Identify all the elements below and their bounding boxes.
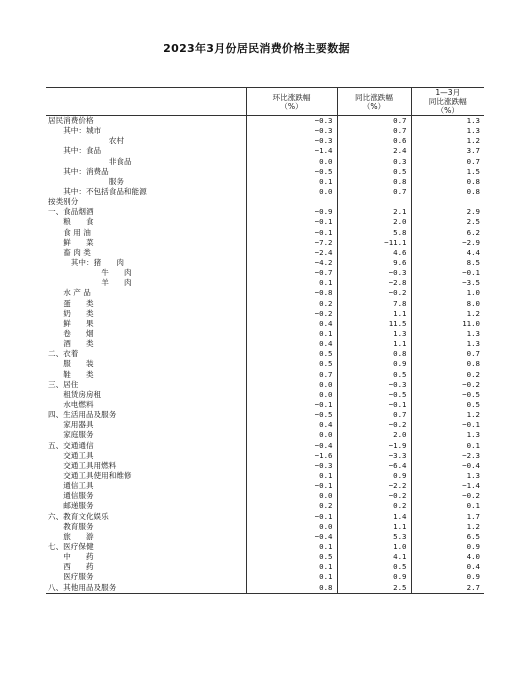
row-ytd: 2.7 <box>411 582 484 593</box>
row-label: 西 药 <box>63 562 94 572</box>
row-yoy: 0.9 <box>337 471 411 481</box>
row-mom: −0.1 <box>246 228 337 238</box>
row-mom: 0.0 <box>246 430 337 440</box>
row-label: 其中：消费品 <box>63 166 109 176</box>
row-mom: 0.7 <box>246 370 337 380</box>
row-ytd: 0.1 <box>411 501 484 511</box>
table-row <box>46 359 484 369</box>
row-mom: 0.1 <box>246 471 337 481</box>
row-label: 一、食品烟酒 <box>48 207 94 217</box>
row-yoy: 0.9 <box>337 359 411 369</box>
row-mom: −0.7 <box>246 268 337 278</box>
row-label: 家用器具 <box>63 420 94 430</box>
row-label: 五、交通通信 <box>48 440 94 450</box>
table-row <box>46 370 484 380</box>
table-row <box>46 187 484 197</box>
row-ytd: 0.7 <box>411 157 484 167</box>
row-ytd: 0.5 <box>411 400 484 410</box>
row-mom: 0.4 <box>246 339 337 349</box>
row-yoy: 1.3 <box>337 329 411 339</box>
row-ytd: −0.2 <box>411 380 484 390</box>
row-label: 三、居住 <box>48 379 79 389</box>
row-ytd: 1.3 <box>411 430 484 440</box>
row-yoy: 1.1 <box>337 339 411 349</box>
row-ytd: −0.1 <box>411 268 484 278</box>
table-row <box>46 542 484 552</box>
row-mom: 0.1 <box>246 177 337 187</box>
row-label: 酒 类 <box>63 339 94 349</box>
row-label: 服 装 <box>63 359 94 369</box>
row-yoy: −0.3 <box>337 268 411 278</box>
row-mom: −0.1 <box>246 400 337 410</box>
row-mom: 0.0 <box>246 491 337 501</box>
row-ytd: 1.2 <box>411 136 484 146</box>
row-label: 邮递服务 <box>63 501 94 511</box>
table-row <box>46 238 484 248</box>
row-mom: 0.0 <box>246 187 337 197</box>
row-ytd: 1.5 <box>411 167 484 177</box>
row-mom: −2.4 <box>246 248 337 258</box>
row-mom: 0.1 <box>246 542 337 552</box>
row-label: 旅 游 <box>63 531 94 541</box>
table-row <box>46 481 484 491</box>
row-label: 非食品 <box>108 156 132 166</box>
row-mom: −0.3 <box>246 126 337 136</box>
row-mom: −0.9 <box>246 207 337 217</box>
row-yoy: 5.8 <box>337 228 411 238</box>
header-yoy-line2: （%） <box>362 101 386 111</box>
table-row <box>46 522 484 532</box>
table-row <box>46 329 484 339</box>
row-yoy: 1.0 <box>337 542 411 552</box>
row-mom: −0.5 <box>246 167 337 177</box>
row-label: 粮 食 <box>63 217 94 227</box>
table-row <box>46 217 484 227</box>
row-yoy: 0.8 <box>337 177 411 187</box>
row-label: 中 药 <box>63 552 94 562</box>
table-row <box>46 268 484 278</box>
row-label: 按类别分 <box>48 197 79 207</box>
row-mom: 0.2 <box>246 501 337 511</box>
row-ytd: 1.2 <box>411 309 484 319</box>
row-label: 食 用 油 <box>63 227 91 237</box>
row-yoy: −11.1 <box>337 238 411 248</box>
row-label: 六、教育文化娱乐 <box>48 511 109 521</box>
row-mom: 0.0 <box>246 380 337 390</box>
table-header-row <box>46 88 484 116</box>
row-label: 四、生活用品及服务 <box>48 410 117 420</box>
row-yoy: 4.6 <box>337 248 411 258</box>
row-yoy: 0.7 <box>337 126 411 136</box>
row-ytd: 1.3 <box>411 339 484 349</box>
row-ytd: −0.1 <box>411 420 484 430</box>
row-ytd: 0.8 <box>411 187 484 197</box>
row-mom: 0.8 <box>246 582 337 593</box>
table-row <box>46 116 484 127</box>
row-ytd: 0.1 <box>411 441 484 451</box>
row-label: 牛 肉 <box>101 268 132 278</box>
row-ytd: 4.4 <box>411 248 484 258</box>
row-label: 鞋 类 <box>63 369 94 379</box>
row-mom: −0.3 <box>246 116 337 127</box>
row-ytd: −0.4 <box>411 461 484 471</box>
row-yoy: 2.0 <box>337 430 411 440</box>
row-yoy: 0.5 <box>337 167 411 177</box>
row-yoy: 0.3 <box>337 157 411 167</box>
row-ytd: −0.2 <box>411 491 484 501</box>
row-yoy: −1.9 <box>337 441 411 451</box>
table-row <box>46 228 484 238</box>
row-yoy: 0.7 <box>337 187 411 197</box>
row-label: 居民消费价格 <box>48 116 94 126</box>
table-row <box>46 511 484 521</box>
row-mom <box>246 197 337 207</box>
table-row <box>46 451 484 461</box>
table-row <box>46 288 484 298</box>
row-mom: −4.2 <box>246 258 337 268</box>
row-mom: 0.0 <box>246 157 337 167</box>
row-ytd: 0.2 <box>411 370 484 380</box>
row-yoy: −0.2 <box>337 420 411 430</box>
row-mom: −0.2 <box>246 309 337 319</box>
row-mom: 0.1 <box>246 572 337 582</box>
table-row <box>46 532 484 542</box>
table-row <box>46 420 484 430</box>
row-label: 农村 <box>108 136 124 146</box>
row-yoy: 5.3 <box>337 532 411 542</box>
cpi-table <box>46 87 484 594</box>
row-mom: 0.4 <box>246 420 337 430</box>
row-mom: −0.4 <box>246 441 337 451</box>
table-row <box>46 319 484 329</box>
row-ytd: 8.0 <box>411 299 484 309</box>
header-ytd <box>411 88 484 116</box>
row-yoy: 9.6 <box>337 258 411 268</box>
row-yoy: −2.8 <box>337 278 411 288</box>
row-label: 水 产 品 <box>63 288 91 298</box>
table-row <box>46 572 484 582</box>
table-row <box>46 339 484 349</box>
row-ytd: 0.9 <box>411 542 484 552</box>
row-label: 其中：不包括食品和能源 <box>63 187 147 197</box>
row-mom: 0.5 <box>246 552 337 562</box>
row-ytd: 1.7 <box>411 511 484 521</box>
row-label: 鲜 果 <box>63 318 94 328</box>
header-yoy <box>337 88 411 116</box>
table-row <box>46 248 484 258</box>
row-mom: −0.1 <box>246 511 337 521</box>
page-title: 2023年3月份居民消费价格主要数据 <box>163 42 350 55</box>
row-yoy: 0.9 <box>337 572 411 582</box>
table-body <box>46 116 484 594</box>
row-yoy: 0.8 <box>337 349 411 359</box>
row-yoy: 1.4 <box>337 511 411 521</box>
table-row <box>46 582 484 593</box>
row-label: 蛋 类 <box>63 298 94 308</box>
table-row <box>46 177 484 187</box>
row-mom: −0.4 <box>246 532 337 542</box>
header-category <box>46 88 246 116</box>
row-mom: −0.5 <box>246 410 337 420</box>
row-ytd: −3.5 <box>411 278 484 288</box>
row-label: 交通工具使用和维修 <box>63 470 132 480</box>
row-ytd: 0.7 <box>411 349 484 359</box>
row-mom: 0.5 <box>246 349 337 359</box>
row-mom: 0.0 <box>246 522 337 532</box>
table-row <box>46 430 484 440</box>
row-ytd <box>411 197 484 207</box>
table-row <box>46 258 484 268</box>
row-ytd: 0.8 <box>411 177 484 187</box>
row-yoy: 0.5 <box>337 562 411 572</box>
row-label: 交通工具 <box>63 450 94 460</box>
row-label: 通信工具 <box>63 481 94 491</box>
row-mom: −0.1 <box>246 217 337 227</box>
header-mom-line2: （%） <box>280 101 303 111</box>
row-yoy: 2.5 <box>337 582 411 593</box>
row-label: 其中：食品 <box>63 146 102 156</box>
table-row <box>46 491 484 501</box>
table-row <box>46 349 484 359</box>
table-row <box>46 461 484 471</box>
row-yoy: 0.2 <box>337 501 411 511</box>
row-mom: 0.1 <box>246 562 337 572</box>
row-yoy: −0.3 <box>337 380 411 390</box>
table-row <box>46 299 484 309</box>
header-mom-line1: 环比涨跌幅 <box>272 92 311 102</box>
row-ytd: 0.8 <box>411 359 484 369</box>
row-label: 租赁房房租 <box>63 389 102 399</box>
table-row <box>46 552 484 562</box>
row-label: 医疗服务 <box>63 572 94 582</box>
table-row <box>46 501 484 511</box>
row-ytd: 4.0 <box>411 552 484 562</box>
row-mom: −0.1 <box>246 481 337 491</box>
row-ytd: 1.0 <box>411 288 484 298</box>
row-ytd: 1.3 <box>411 471 484 481</box>
row-label: 其中：城市 <box>63 126 102 136</box>
table-row <box>46 146 484 156</box>
row-mom: −0.3 <box>246 461 337 471</box>
row-yoy: 2.1 <box>337 207 411 217</box>
row-mom: 0.0 <box>246 390 337 400</box>
row-mom: 0.4 <box>246 319 337 329</box>
table-row <box>46 390 484 400</box>
row-ytd: 6.5 <box>411 532 484 542</box>
row-label: 畜 肉 类 <box>63 247 91 257</box>
row-ytd: 0.9 <box>411 572 484 582</box>
row-ytd: −2.3 <box>411 451 484 461</box>
row-ytd: 2.5 <box>411 217 484 227</box>
table-row <box>46 441 484 451</box>
row-yoy: 11.5 <box>337 319 411 329</box>
table-row <box>46 136 484 146</box>
row-ytd: 0.4 <box>411 562 484 572</box>
row-label: 八、其他用品及服务 <box>46 582 246 593</box>
table-row <box>46 167 484 177</box>
table-row <box>46 278 484 288</box>
row-yoy: 2.0 <box>337 217 411 227</box>
header-ytd-line3: （%） <box>436 106 459 115</box>
row-label: 交通工具用燃料 <box>63 460 117 470</box>
table-row <box>46 309 484 319</box>
row-yoy: 0.7 <box>337 116 411 127</box>
row-mom: −0.3 <box>246 136 337 146</box>
row-label: 奶 类 <box>63 308 94 318</box>
row-label: 水电燃料 <box>63 400 94 409</box>
row-mom: 0.1 <box>246 329 337 339</box>
row-ytd: 1.2 <box>411 410 484 420</box>
row-ytd: −0.5 <box>411 390 484 400</box>
row-ytd: 2.9 <box>411 207 484 217</box>
table-row <box>46 126 484 136</box>
table-row <box>46 562 484 572</box>
row-yoy: −2.2 <box>337 481 411 491</box>
row-ytd: 6.2 <box>411 228 484 238</box>
table-row <box>46 207 484 217</box>
row-yoy: 7.8 <box>337 299 411 309</box>
row-mom: −7.2 <box>246 238 337 248</box>
table-row <box>46 400 484 410</box>
row-yoy: 0.7 <box>337 410 411 420</box>
row-yoy: 1.1 <box>337 309 411 319</box>
row-mom: 0.1 <box>246 278 337 288</box>
row-yoy: 1.1 <box>337 522 411 532</box>
row-ytd: 1.3 <box>411 126 484 136</box>
row-yoy: 0.6 <box>337 136 411 146</box>
table-row <box>46 197 484 207</box>
row-label: 其中：猪 肉 <box>70 258 124 268</box>
row-yoy: 2.4 <box>337 146 411 156</box>
row-yoy: −0.1 <box>337 400 411 410</box>
row-mom: 0.2 <box>246 299 337 309</box>
row-ytd: 1.3 <box>411 116 484 127</box>
row-yoy: 4.1 <box>337 552 411 562</box>
row-label: 教育服务 <box>63 521 94 531</box>
table-row <box>46 157 484 167</box>
row-yoy: −0.2 <box>337 491 411 501</box>
table-row <box>46 471 484 481</box>
row-mom: 0.5 <box>246 359 337 369</box>
row-ytd: 3.7 <box>411 146 484 156</box>
row-mom: −0.8 <box>246 288 337 298</box>
row-yoy: −3.3 <box>337 451 411 461</box>
row-ytd: −2.9 <box>411 238 484 248</box>
row-ytd: 8.5 <box>411 258 484 268</box>
row-label: 二、衣着 <box>48 349 79 359</box>
row-ytd: 11.0 <box>411 319 484 329</box>
header-ytd-line2: 同比涨跌幅 <box>428 97 467 106</box>
header-mom <box>246 88 337 116</box>
row-yoy: 0.5 <box>337 370 411 380</box>
row-label: 羊 肉 <box>101 278 132 288</box>
row-yoy: −0.2 <box>337 288 411 298</box>
row-ytd: 1.2 <box>411 522 484 532</box>
row-label: 服务 <box>108 176 124 186</box>
table-row <box>46 410 484 420</box>
row-label: 鲜 菜 <box>63 237 94 247</box>
row-label: 家庭服务 <box>63 430 94 440</box>
row-yoy: −6.4 <box>337 461 411 471</box>
header-yoy-line1: 同比涨跌幅 <box>355 92 393 102</box>
row-label: 七、医疗保健 <box>48 541 94 551</box>
row-ytd: 1.3 <box>411 329 484 339</box>
row-mom: −1.6 <box>246 451 337 461</box>
row-label: 通信服务 <box>63 491 94 501</box>
row-yoy: −0.5 <box>337 390 411 400</box>
table-row <box>46 380 484 390</box>
row-label: 卷 烟 <box>63 329 94 339</box>
row-ytd: −1.4 <box>411 481 484 491</box>
row-mom: −1.4 <box>246 146 337 156</box>
row-yoy <box>337 197 411 207</box>
header-ytd-line1: 1—3月 <box>435 88 461 97</box>
